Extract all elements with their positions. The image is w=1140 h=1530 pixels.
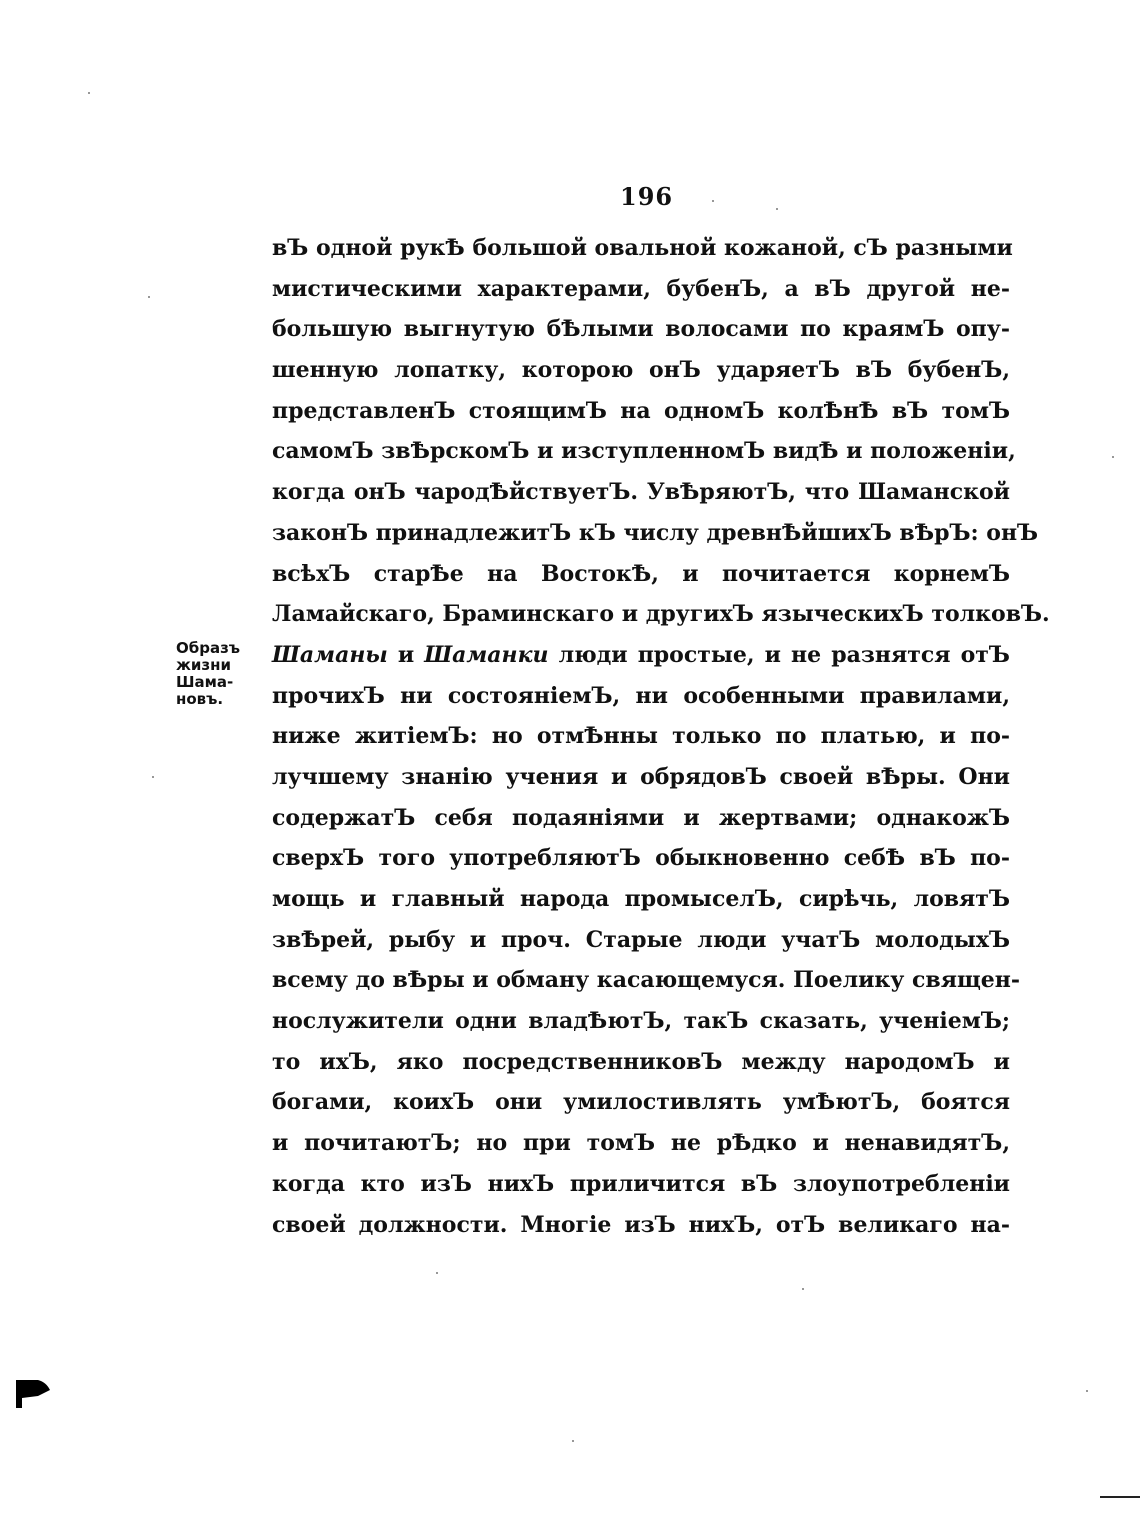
scan-speck	[1112, 456, 1114, 458]
margin-note	[176, 640, 258, 708]
text-line: законЪ принадлежитЪ кЪ числу древнѢйшихЪ вѢрЪ: онЪ	[272, 519, 1039, 546]
margin-note-line: жизни	[176, 656, 232, 674]
text-line: сверхЪ того употребляютЪ обыкновенно себѢ вЪ по-	[272, 845, 1010, 872]
margin-note-line: Образъ	[176, 639, 241, 657]
text-line: вЪ одной рукѢ большой овальной кожаной, сЪ разными	[272, 235, 1013, 261]
line-rest: люди простые, и не разнятся отЪ	[558, 641, 1010, 668]
scan-speck	[148, 296, 150, 298]
text-line: прочихЪ ни состоянiемЪ, ни особенными правилами,	[272, 682, 1010, 709]
text-line: то ихЪ, яко посредственниковЪ между народомЪ и	[272, 1048, 1010, 1075]
text-line: лучшему знанiю учения и обрядовЪ своей вѢры. Они	[272, 763, 1010, 790]
italic-term: Шаманы	[272, 641, 388, 668]
text-line: ниже житiемЪ: но отмѢнны только по платью, и по-	[272, 723, 1010, 750]
text-line-shamans	[272, 635, 1010, 676]
text-line: нослужители одни владѢютЪ, такЪ сказать, ученiемЪ;	[272, 1008, 1010, 1035]
scan-speck	[436, 1272, 438, 1274]
text-line: богами, коихЪ они умилостивлять умѢютЪ, боятся	[272, 1089, 1010, 1116]
text-line: представленЪ стоящимЪ на одномЪ колѢнѢ вЪ томЪ	[272, 397, 1010, 424]
text-line: когда кто изЪ нихЪ приличится вЪ злоупотребленiи	[272, 1170, 1010, 1197]
italic-term: Шаманки	[424, 641, 549, 668]
scan-speck	[1086, 1390, 1088, 1392]
scan-speck	[802, 1288, 804, 1290]
margin-note-line: Шама-	[176, 673, 234, 691]
text-line: когда онЪ чародѢйствуетЪ. УвѢряютЪ, что Шаманской	[272, 479, 1010, 506]
edge-mark	[1100, 1496, 1140, 1498]
text-line: шенную лопатку, которою онЪ ударяетЪ вЪ бубенЪ,	[272, 357, 1010, 384]
conjunction: и	[397, 641, 415, 668]
scan-speck	[88, 92, 90, 94]
text-line: своей должности. Многiе изЪ нихЪ, отЪ великаго на-	[272, 1211, 1010, 1238]
text-line: звѢрей, рыбу и проч. Старые люди учатЪ молодыхЪ	[272, 926, 1010, 953]
text-line: и почитаютЪ; но при томЪ не рѢдко и ненавидятЪ,	[272, 1130, 1010, 1157]
text-line: Ламайскаго, Браминскаго и другихЪ языческихЪ толковЪ.	[272, 601, 1050, 628]
bookmark-flag-icon	[16, 1378, 50, 1408]
margin-note-line: новъ.	[176, 690, 224, 708]
text-line: всѣхЪ старѢе на ВостокѢ, и почитается корнемЪ	[272, 560, 1010, 587]
text-line: всему до вѢры и обману касающемуся. Поелику священ-	[272, 967, 1020, 994]
scan-speck	[152, 776, 154, 778]
page-number: 196	[620, 182, 674, 211]
scan-speck	[776, 208, 778, 210]
text-line: самомЪ звѢрскомЪ и изступленномЪ видѢ и положенiи,	[272, 438, 1016, 465]
text-line: мощь и главный народа промыселЪ, сирѣчь, ловятЪ	[272, 886, 1010, 912]
scan-speck	[712, 200, 714, 202]
text-line: мистическими характерами, бубенЪ, а вЪ другой не-	[272, 275, 1010, 302]
text-line: большую выгнутую бѢлыми волосами по краямЪ опу-	[272, 316, 1010, 343]
scan-speck	[572, 1440, 574, 1442]
body-text	[272, 228, 1050, 1245]
text-line: содержатЪ себя подаянiями и жертвами; однакожЪ	[272, 804, 1010, 831]
